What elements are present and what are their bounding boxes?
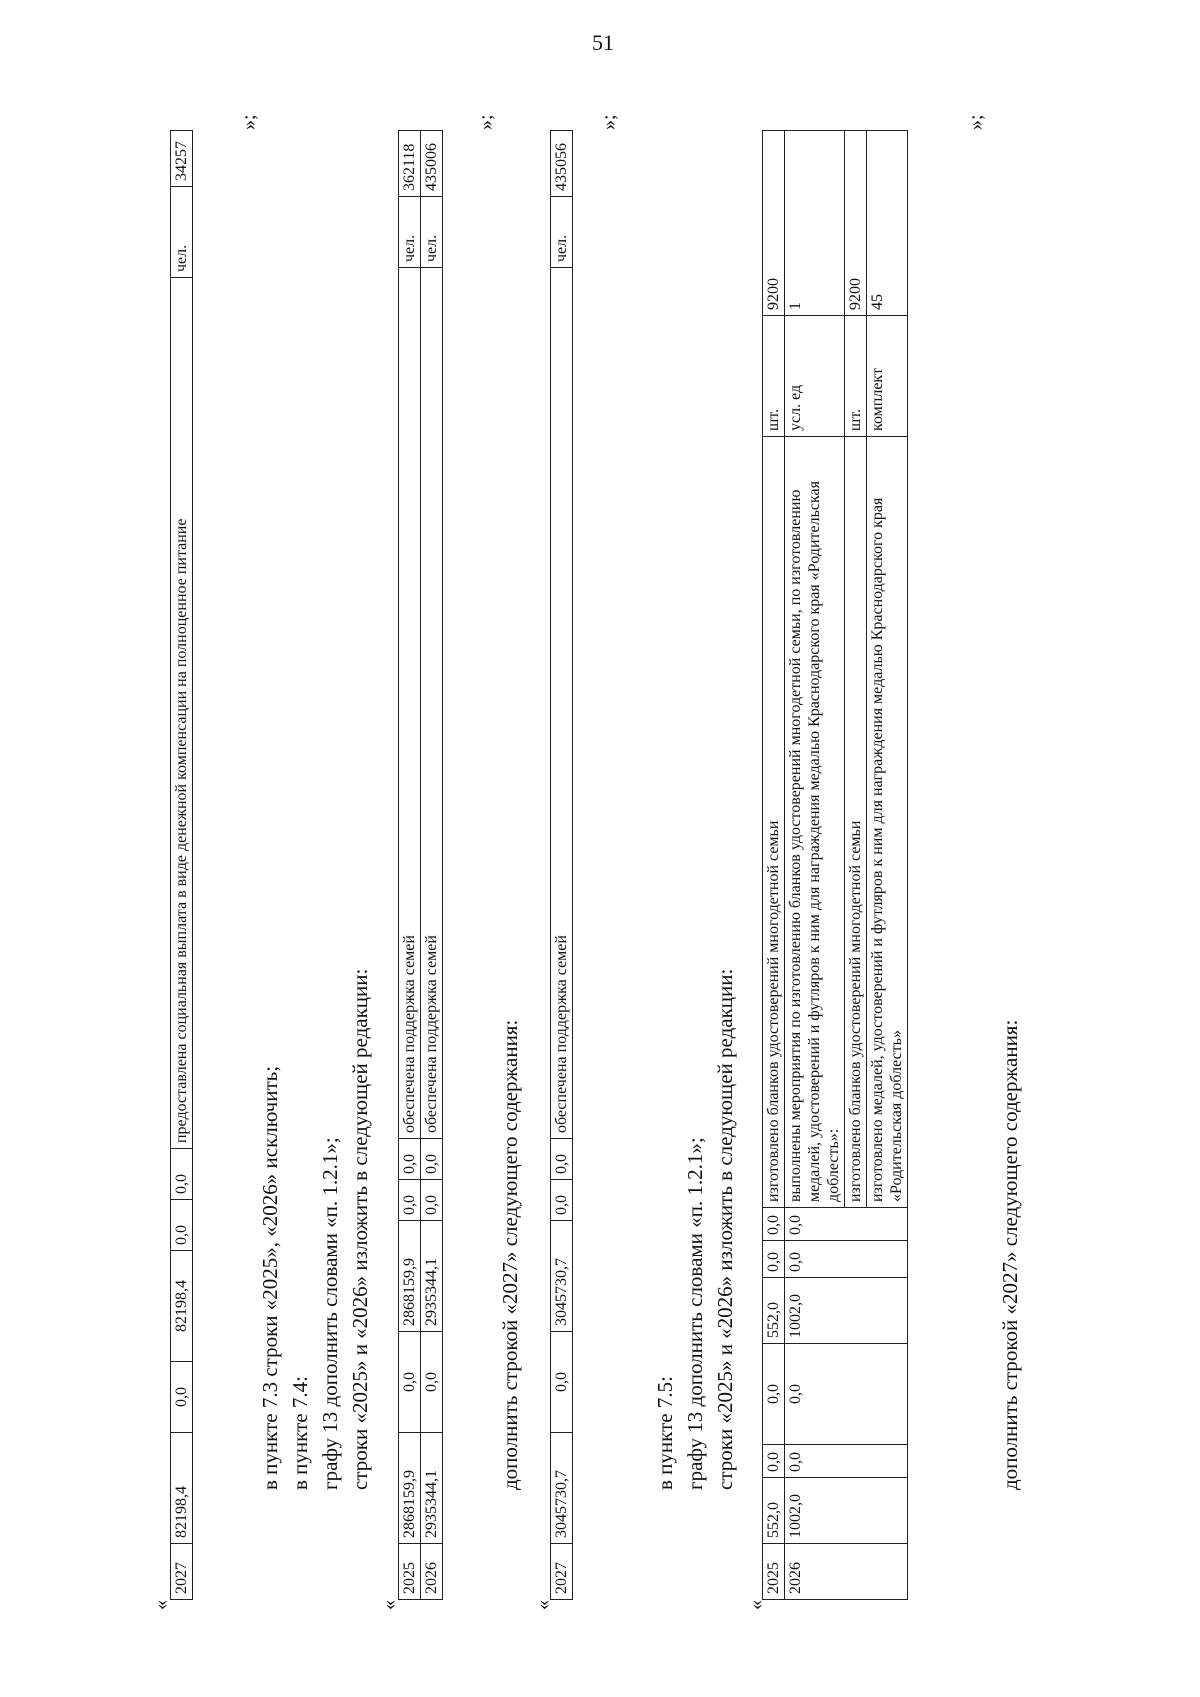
cell: 0,0 bbox=[171, 1149, 193, 1200]
value-cell: 45 bbox=[867, 131, 908, 316]
year-cell: 2026 bbox=[785, 1544, 908, 1600]
unit-cell: шт. bbox=[763, 316, 785, 437]
text-line: строки «2025» и «2026» изложить в следующей редакции: bbox=[348, 968, 372, 1490]
text-line: в пункте 7.4: bbox=[288, 1376, 312, 1490]
opening-quote: « bbox=[532, 1600, 554, 1610]
paragraph-7-5 bbox=[650, 969, 740, 1490]
result-cell: выполнены мероприятия по изготовлению бланков удостоверений многодетной семьи, по изготовлению медалей, удостоверений и футляров к ним для награждения медалью Краснодарского края «Родительская доблесть»: bbox=[785, 437, 845, 1208]
unit-cell: чел. bbox=[399, 197, 421, 268]
result-cell: изготовлено медалей, удостоверений и футляров к ним для награждения медалью Краснодарского края «Родительская доблесть» bbox=[867, 437, 908, 1208]
table-7-4-row-2027 bbox=[550, 130, 573, 1600]
text-line: в пункте 7.5: bbox=[653, 1376, 677, 1490]
cell: 1002,0 bbox=[785, 1278, 908, 1344]
cell: 0,0 bbox=[171, 1200, 193, 1251]
cell: 0,0 bbox=[785, 1241, 908, 1278]
result-cell: обеспечена поддержка семей bbox=[399, 268, 421, 1139]
table-7-5-rows bbox=[762, 130, 908, 1600]
cell: 0,0 bbox=[785, 1445, 908, 1478]
closing-quote: »; bbox=[475, 114, 497, 130]
cell: 0,0 bbox=[421, 1332, 443, 1433]
result-cell: изготовлено бланков удостоверений многодетной семьи bbox=[845, 437, 867, 1208]
rotated-page-content bbox=[150, 60, 1050, 1610]
opening-quote: « bbox=[378, 1600, 400, 1610]
year-cell: 2027 bbox=[551, 1544, 573, 1600]
cell: 552,0 bbox=[763, 1278, 785, 1344]
total-cell: 2935344,1 bbox=[421, 1433, 443, 1544]
unit-cell: усл. ед bbox=[785, 316, 845, 437]
unit-cell: шт. bbox=[845, 316, 867, 437]
text-line: строки «2025» и «2026» изложить в следующей редакции: bbox=[713, 968, 737, 1490]
cell: 82198,4 bbox=[171, 1251, 193, 1362]
cell: 0,0 bbox=[763, 1208, 785, 1241]
total-cell: 1002,0 bbox=[785, 1478, 908, 1544]
cell: 0,0 bbox=[551, 1332, 573, 1433]
text-line: графу 13 дополнить словами «п. 1.2.1»; bbox=[318, 1137, 342, 1490]
cell: 0,0 bbox=[399, 1332, 421, 1433]
opening-quote: « bbox=[150, 1600, 172, 1610]
cell: 0,0 bbox=[763, 1344, 785, 1445]
closing-quote: »; bbox=[238, 114, 260, 130]
paragraph-add-2027-final: дополнить строкой «2027» следующего содержания: bbox=[998, 1019, 1022, 1490]
total-cell: 3045730,7 bbox=[551, 1433, 573, 1544]
value-cell: 435056 bbox=[551, 131, 573, 197]
value-cell: 9200 bbox=[845, 131, 867, 316]
year-cell: 2025 bbox=[763, 1544, 785, 1600]
cell: 0,0 bbox=[763, 1445, 785, 1478]
cell: 0,0 bbox=[421, 1180, 443, 1221]
text-line: в пункте 7.3 строки «2025», «2026» исключить; bbox=[258, 1065, 282, 1490]
paragraph-add-2027: дополнить строкой «2027» следующего содержания: bbox=[498, 1019, 522, 1490]
year-cell: 2027 bbox=[171, 1544, 193, 1600]
total-cell: 552,0 bbox=[763, 1478, 785, 1544]
unit-cell: комплект bbox=[867, 316, 908, 437]
closing-quote: »; bbox=[965, 114, 987, 130]
total-cell: 2868159,9 bbox=[399, 1433, 421, 1544]
table-7-3-row-2027 bbox=[170, 130, 193, 1600]
total-cell: 82198,4 bbox=[171, 1433, 193, 1544]
cell: 0,0 bbox=[785, 1344, 908, 1445]
cell: 0,0 bbox=[551, 1180, 573, 1221]
year-cell: 2026 bbox=[421, 1544, 443, 1600]
year-cell: 2025 bbox=[399, 1544, 421, 1600]
cell: 0,0 bbox=[421, 1139, 443, 1180]
result-cell: обеспечена поддержка семей bbox=[421, 268, 443, 1139]
cell: 0,0 bbox=[551, 1139, 573, 1180]
cell: 3045730,7 bbox=[551, 1221, 573, 1332]
paragraph-7-3-7-4 bbox=[255, 969, 375, 1490]
value-cell: 34257 bbox=[171, 131, 193, 187]
value-cell: 362118 bbox=[399, 131, 421, 197]
cell: 2868159,9 bbox=[399, 1221, 421, 1332]
cell: 0,0 bbox=[399, 1180, 421, 1221]
table-row bbox=[785, 131, 845, 1600]
unit-cell: чел. bbox=[421, 197, 443, 268]
value-cell: 1 bbox=[785, 131, 845, 316]
closing-quote: »; bbox=[598, 114, 620, 130]
text-line: графу 13 дополнить словами «п. 1.2.1»; bbox=[683, 1137, 707, 1490]
table-7-4-rows bbox=[398, 130, 443, 1600]
opening-quote: « bbox=[745, 1600, 767, 1610]
result-cell: предоставлена социальная выплата в виде денежной компенсации на полноценное питание bbox=[171, 278, 193, 1149]
value-cell: 435006 bbox=[421, 131, 443, 197]
unit-cell: чел. bbox=[171, 187, 193, 278]
cell: 0,0 bbox=[763, 1241, 785, 1278]
page-number: 51 bbox=[592, 30, 614, 55]
table-row bbox=[399, 131, 421, 1600]
value-cell: 9200 bbox=[763, 131, 785, 316]
table-row bbox=[551, 131, 573, 1600]
table-row bbox=[763, 131, 785, 1600]
cell: 0,0 bbox=[171, 1362, 193, 1433]
result-cell: изготовлено бланков удостоверений многодетной семьи bbox=[763, 437, 785, 1208]
cell: 0,0 bbox=[785, 1208, 908, 1241]
table-row bbox=[421, 131, 443, 1600]
cell: 0,0 bbox=[399, 1139, 421, 1180]
cell: 2935344,1 bbox=[421, 1221, 443, 1332]
unit-cell: чел. bbox=[551, 197, 573, 268]
result-cell: обеспечена поддержка семей bbox=[551, 268, 573, 1139]
table-row bbox=[171, 131, 193, 1600]
